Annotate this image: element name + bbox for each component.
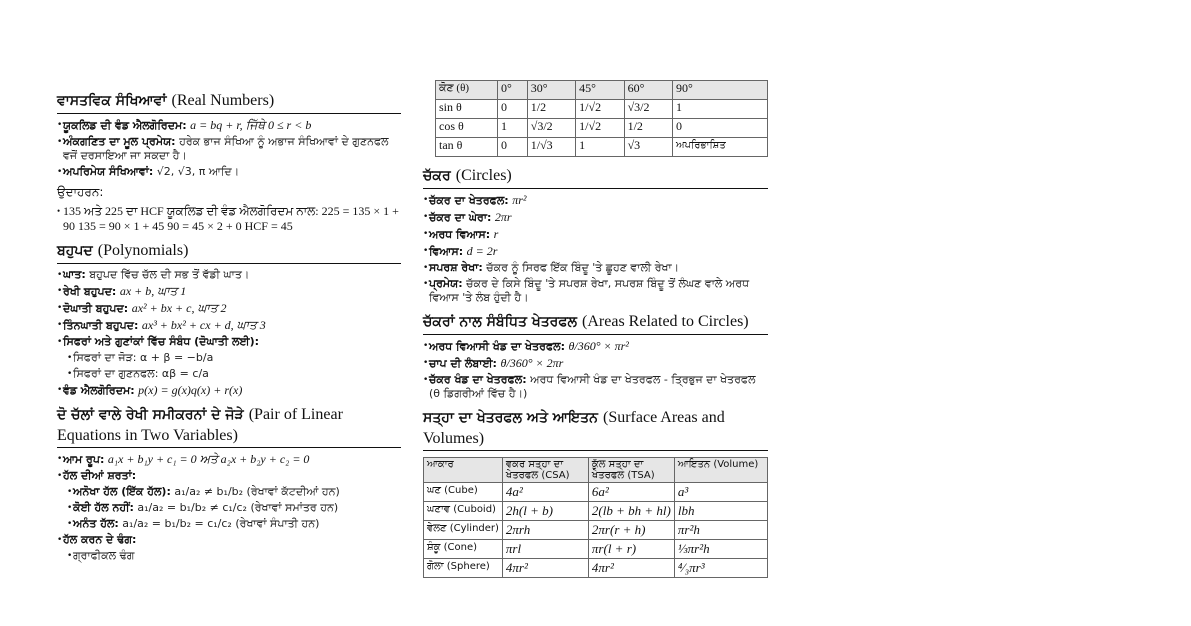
table-row: ਘਣ (Cube) 4a² 6a² a³ <box>424 483 768 502</box>
section-circles <box>423 165 768 305</box>
section-title: ਬਹੁਪਦ (Polynomials) <box>57 240 401 264</box>
list-item: • ਘਾਤ: ਬਹੁਪਦ ਵਿੱਚ ਚੱਲ ਦੀ ਸਭ ਤੋਂ ਵੱਡੀ ਘਾਤ। <box>57 268 401 282</box>
section-surface-areas <box>423 407 768 578</box>
list-item: • ਆਮ ਰੂਪ: a₁x + b₁y + c₁ = 0 ਅਤੇ a₂x + b₂y + c₂ = 0 <box>57 452 401 467</box>
section-linear-pair <box>57 404 401 563</box>
list-subitem: • ਅਨੰਤ ਹੱਲ: a₁/a₂ = b₁/b₂ = c₁/c₂ (ਰੇਖਾਵਾਂ ਸੰਪਾਤੀ ਹਨ) <box>57 517 401 531</box>
table-row: cos θ 1 √3/2 1/√2 1/2 0 <box>436 119 768 138</box>
list-subitem: • ਗ੍ਰਾਫੀਕਲ ਢੰਗ <box>57 549 401 563</box>
table-row: tan θ 0 1/√3 1 √3 ਅਪਰਿਭਾਸ਼ਿਤ <box>436 138 768 157</box>
section-polynomials <box>57 240 401 398</box>
example-heading: ਉਦਾਹਰਨ: <box>57 185 104 199</box>
list-item: • ਤਿੰਨਘਾਤੀ ਬਹੁਪਦ: ax³ + bx² + cx + d, ਘਾਤ 3 <box>57 318 401 333</box>
list-item: • ਰੇਖੀ ਬਹੁਪਦ: ax + b, ਘਾਤ 1 <box>57 284 401 299</box>
table-row: ਗੋਲਾ (Sphere) 4πr² 4πr² ⁴⁄₃πr³ <box>424 559 768 578</box>
section-circle-areas <box>423 311 768 401</box>
list-item: • ਚਾਪ ਦੀ ਲੰਬਾਈ: θ/360° × 2πr <box>423 356 768 371</box>
table-row: ਸ਼ੰਕੂ (Cone) πrl πr(l + r) ⅓πr²h <box>424 540 768 559</box>
example-item: • 135 ਅਤੇ 225 ਦਾ HCF ਯੂਕਲਿਡ ਦੀ ਵੰਡ ਐਲਗੋਰਿਦਮ ਨਾਲ: 225 = 135 × 1 + 90 135 = 90 × 1 + 45 90 = 45 × 2 + 0 HCF = 45 <box>57 204 401 234</box>
real-numbers-list <box>57 118 401 179</box>
table-row: ਵੇਲਣ (Cylinder) 2πrh 2πr(r + h) πr²h <box>424 521 768 540</box>
list-item: • ਯੂਕਲਿਡ ਦੀ ਵੰਡ ਐਲਗੋਰਿਦਮ: a = bq + r, ਜਿੱਥੇ 0 ≤ r < b <box>57 118 401 133</box>
polynomials-list <box>57 268 401 398</box>
section-title: ਦੋ ਚੱਲਾਂ ਵਾਲੇ ਰੇਖੀ ਸਮੀਕਰਨਾਂ ਦੇ ਜੋੜੇ (Pair of Linear Equations in Two Variables) <box>57 404 401 448</box>
left-column <box>57 90 401 569</box>
list-item: • ਵੰਡ ਐਲਗੋਰਿਦਮ: p(x) = g(x)q(x) + r(x) <box>57 383 401 398</box>
list-item: • ਅਰਧ ਵਿਆਸੀ ਖੰਡ ਦਾ ਖੇਤਰਫਲ: θ/360° × πr² <box>423 339 768 354</box>
list-item: • ਸਿਫਰਾਂ ਅਤੇ ਗੁਣਾਂਕਾਂ ਵਿੱਚ ਸੰਬੰਧ (ਦੋਘਾਤੀ ਲਈ): <box>57 335 401 349</box>
list-subitem: • ਕੋਈ ਹੱਲ ਨਹੀਂ: a₁/a₂ = b₁/b₂ ≠ c₁/c₂ (ਰੇਖਾਵਾਂ ਸਮਾਂਤਰ ਹਨ) <box>57 501 401 515</box>
linear-pair-list <box>57 452 401 563</box>
section-title: ਚੱਕਰ (Circles) <box>423 165 768 189</box>
section-title: ਚੱਕਰਾਂ ਨਾਲ ਸੰਬੰਧਿਤ ਖੇਤਰਫਲ (Areas Related to Circles) <box>423 311 768 335</box>
list-subitem: • ਸਿਫਰਾਂ ਦਾ ਜੋੜ: α + β = −b/a <box>57 351 401 365</box>
list-item: • ਦੋਘਾਤੀ ਬਹੁਪਦ: ax² + bx + c, ਘਾਤ 2 <box>57 301 401 316</box>
list-subitem: • ਸਿਫਰਾਂ ਦਾ ਗੁਣਨਫਲ: αβ = c/a <box>57 367 401 381</box>
list-subitem: • ਅਨੋਖਾ ਹੱਲ (ਇੱਕ ਹੱਲ): a₁/a₂ ≠ b₁/b₂ (ਰੇਖਾਵਾਂ ਕੱਟਦੀਆਂ ਹਨ) <box>57 485 401 499</box>
list-item: • ਹੱਲ ਕਰਨ ਦੇ ਢੰਗ: <box>57 533 401 547</box>
section-real-numbers <box>57 90 401 234</box>
trig-ratios-table <box>435 80 768 157</box>
example-list <box>57 204 401 234</box>
list-item: • ਸਪਰਸ਼ ਰੇਖਾ: ਚੱਕਰ ਨੂੰ ਸਿਰਫ ਇੱਕ ਬਿੰਦੂ 'ਤੇ ਛੂਹਣ ਵਾਲੀ ਰੇਖਾ। <box>423 261 768 275</box>
section-title: ਵਾਸਤਵਿਕ ਸੰਖਿਆਵਾਂ (Real Numbers) <box>57 90 401 114</box>
list-item: • ਵਿਆਸ: d = 2r <box>423 244 768 259</box>
table-row: sin θ 0 1/2 1/√2 √3/2 1 <box>436 100 768 119</box>
table-row: ਘਣਾਵ (Cuboid) 2h(l + b) 2(lb + bh + hl) lbh <box>424 502 768 521</box>
list-item: • ਚੱਕਰ ਦਾ ਖੇਤਰਫਲ: πr² <box>423 193 768 208</box>
section-title: ਸਤ੍ਹਾ ਦਾ ਖੇਤਰਫਲ ਅਤੇ ਆਇਤਨ (Surface Areas and Volumes) <box>423 407 768 451</box>
list-item: • ਅੰਕਗਣਿਤ ਦਾ ਮੂਲ ਪ੍ਰਮੇਯ: ਹਰੇਕ ਭਾਜ ਸੰਖਿਆ ਨੂੰ ਅਭਾਜ ਸੰਖਿਆਵਾਂ ਦੇ ਗੁਣਨਫਲ ਵਜੋਂ ਦਰਸਾਇਆ ਜਾ ਸਕਦਾ ਹੈ। <box>57 135 401 163</box>
list-item: • ਹੱਲ ਦੀਆਂ ਸ਼ਰਤਾਂ: <box>57 469 401 483</box>
surface-areas-table <box>423 457 768 578</box>
list-item: • ਅਪਰਿਮੇਯ ਸੰਖਿਆਵਾਂ: √2, √3, π ਆਦਿ। <box>57 165 401 179</box>
list-item: • ਚੱਕਰ ਦਾ ਘੇਰਾ: 2πr <box>423 210 768 225</box>
table-header-row: ਕੋਣ (θ) 0° 30° 45° 60° 90° <box>436 81 768 100</box>
circle-areas-list <box>423 339 768 401</box>
right-column <box>423 80 768 578</box>
circles-list <box>423 193 768 305</box>
list-item: • ਚੱਕਰ ਖੰਡ ਦਾ ਖੇਤਰਫਲ: ਅਰਧ ਵਿਆਸੀ ਖੰਡ ਦਾ ਖੇਤਰਫਲ - ਤ੍ਰਿਭੁਜ ਦਾ ਖੇਤਰਫਲ (θ ਡਿਗਰੀਆਂ ਵਿੱਚ ਹੈ।) <box>423 373 768 401</box>
list-item: • ਪ੍ਰਮੇਯ: ਚੱਕਰ ਦੇ ਕਿਸੇ ਬਿੰਦੂ 'ਤੇ ਸਪਰਸ਼ ਰੇਖਾ, ਸਪਰਸ਼ ਬਿੰਦੂ ਤੋਂ ਲੰਘਣ ਵਾਲੇ ਅਰਧ ਵਿਆਸ 'ਤੇ ਲੰਬ ਹੁੰਦੀ ਹੈ। <box>423 277 768 305</box>
table-header-row: ਆਕਾਰ ਵਕਰ ਸਤ੍ਹਾ ਦਾ ਖੇਤਰਫਲ (CSA) ਕੁੱਲ ਸਤ੍ਹਾ ਦਾ ਖੇਤਰਫਲ (TSA) ਆਇਤਨ (Volume) <box>424 458 768 483</box>
list-item: • ਅਰਧ ਵਿਆਸ: r <box>423 227 768 242</box>
